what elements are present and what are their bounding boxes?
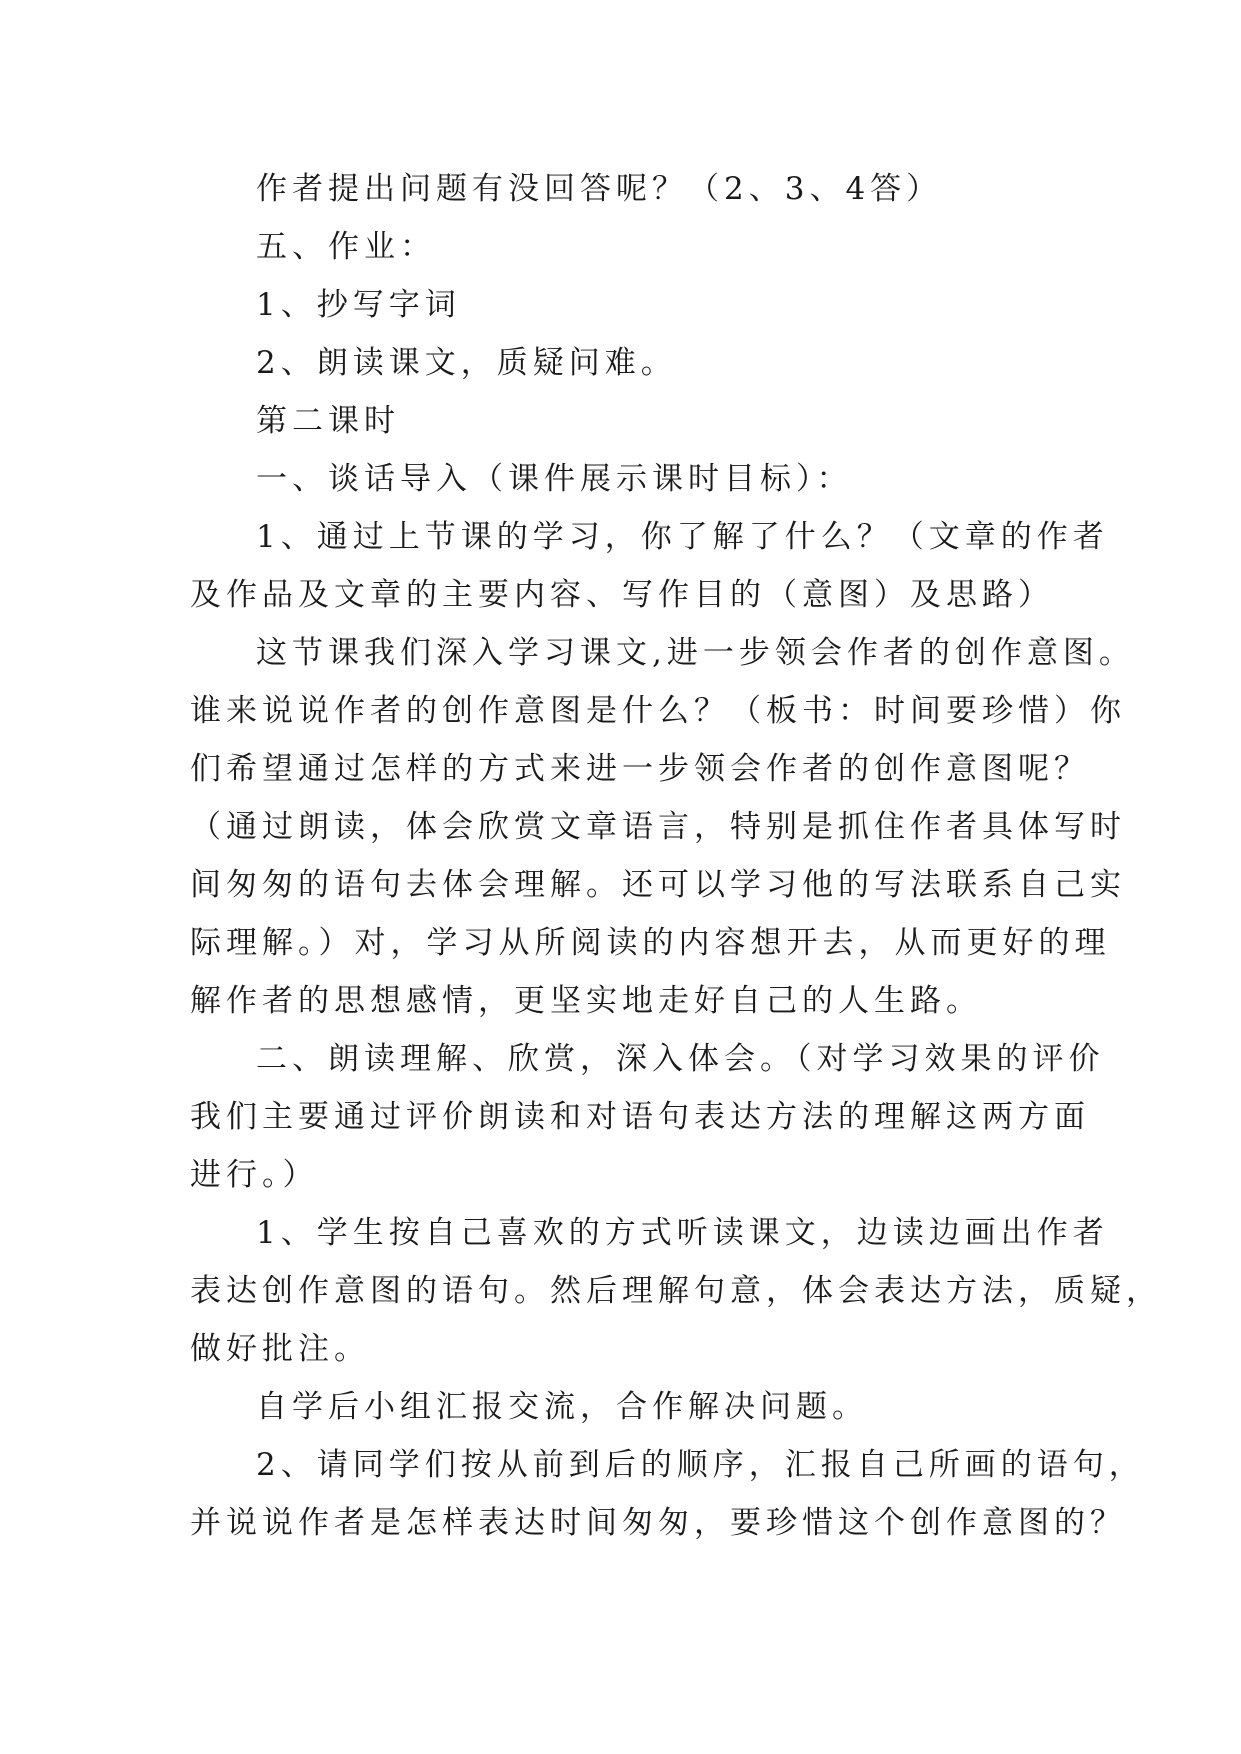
text-line: 1、通过上节课的学习，你了解了什么？（文章的作者 xyxy=(256,519,1109,555)
text-line: 们希望通过怎样的方式来进一步领会作者的创作意图呢？ xyxy=(190,751,1090,787)
text-line: 这节课我们深入学习课文,进一步领会作者的创作意图。 xyxy=(256,635,1135,671)
text-line: 2、请同学们按从前到后的顺序，汇报自己所画的语句， xyxy=(256,1447,1145,1483)
text-line: 1、学生按自己喜欢的方式听读课文，边读边画出作者 xyxy=(256,1215,1109,1251)
text-line: 际理解。）对，学习从所阅读的内容想开去，从而更好的理 xyxy=(190,925,1111,961)
text-line: 自学后小组汇报交流，合作解决问题。 xyxy=(256,1389,868,1425)
text-line: 做好批注。 xyxy=(190,1331,370,1367)
text-line: 谁来说说作者的创作意图是什么？（板书：时间要珍惜）你 xyxy=(190,693,1126,729)
text-line: 进行。） xyxy=(190,1157,319,1193)
text-line: 我们主要通过评价朗读和对语句表达方法的理解这两方面 xyxy=(190,1099,1090,1135)
text-line: 并说说作者是怎样表达时间匆匆，要珍惜这个创作意图的？ xyxy=(190,1505,1126,1541)
document-body xyxy=(190,160,1162,1552)
lesson-heading: 第二课时 xyxy=(256,403,400,439)
text-line: 作者提出问题有没回答呢？（2、3、4答） xyxy=(256,171,943,207)
list-item: 2、朗读课文，质疑问难。 xyxy=(256,345,677,381)
text-line: 表达创作意图的语句。然后理解句意，体会表达方法，质疑， xyxy=(190,1273,1162,1309)
section-heading: 一、谈话导入（课件展示课时目标）： xyxy=(256,461,853,497)
section-heading: 五、作业： xyxy=(256,229,436,265)
text-line: （通过朗读，体会欣赏文章语言，特别是抓住作者具体写时 xyxy=(190,809,1126,845)
text-line: 解作者的思想感情，更坚实地走好自己的人生路。 xyxy=(190,983,982,1019)
list-item: 1、抄写字词 xyxy=(256,287,461,323)
text-line: 及作品及文章的主要内容、写作目的（意图）及思路） xyxy=(190,577,1054,613)
text-line: 间匆匆的语句去体会理解。还可以学习他的写法联系自己实 xyxy=(190,867,1126,903)
section-heading: 二、朗读理解、欣赏，深入体会。（对学习效果的评价 xyxy=(256,1041,1105,1077)
